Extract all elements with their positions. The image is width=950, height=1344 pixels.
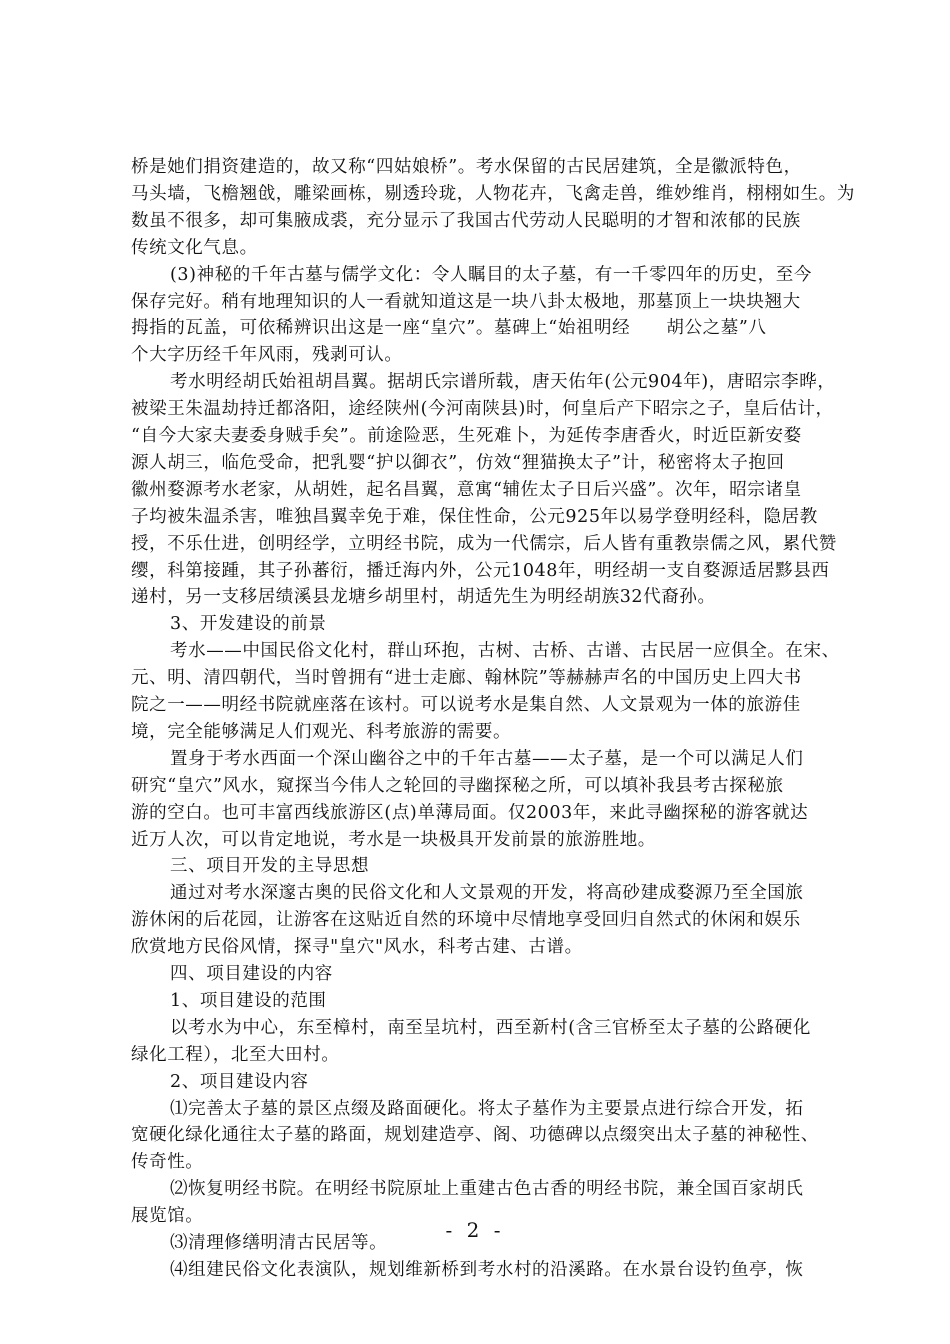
text-line: ⑴完善太子墓的景区点缀及路面硬化。将太子墓作为主要景点进行综合开发，拓 — [170, 1098, 804, 1119]
text-line: ⑶清理修缮明清古民居等。 — [170, 1233, 388, 1253]
text-line: 传统文化气息。 — [131, 237, 258, 258]
text-line: 递村，另一支移居绩溪县龙塘乡胡里村，胡适先生为明经胡族32代裔孙。 — [131, 587, 716, 608]
text-line: 游的空白。也可丰富西线旅游区(点)单薄局面。仅2003年，来此寻幽探秘的游客就达 — [131, 802, 809, 823]
text-line: “自今大家夫妻委身贼手矣”。前途险恶，生死难卜，为延传李唐香火，时近臣新安婺 — [131, 426, 802, 446]
text-line: 绿化工程），北至大田村。 — [131, 1044, 340, 1065]
text-line: 源人胡三，临危受命，把乳婴“护以御衣”，仿效“狸猫换太子”计，秘密将太子抱回 — [131, 452, 785, 473]
text-line: 2、项目建设内容 — [170, 1071, 309, 1092]
text-line: 缨，科第接踵，其子孙蕃衍，播迁海内外，公元1048年，明经胡一支自婺源适居黟县西 — [131, 560, 830, 581]
text-line: 桥是她们捐资建造的，故又称“四姑娘桥”。考水保留的古民居建筑，全是徽派特色， — [131, 157, 802, 177]
page-number: - 2 - — [445, 1218, 505, 1242]
text-line: 通过对考水深邃古奥的民俗文化和人文景观的开发，将高砂建成婺源乃至全国旅 — [170, 883, 804, 904]
text-line: 3、开发建设的前景 — [170, 614, 327, 635]
text-line: 数虽不很多，却可集腋成裘，充分显示了我国古代劳动人民聪明的才智和浓郁的民族 — [131, 210, 801, 231]
text-line: 展览馆。 — [131, 1206, 204, 1227]
text-line: 个大字历经千年风雨，残剥可认。 — [131, 345, 403, 366]
text-line: 以考水为中心，东至樟村，南至呈坑村，西至新村(含三官桥至太子墓的公路硬化 — [170, 1017, 811, 1038]
text-line: 三、项目开发的主导思想 — [170, 856, 370, 877]
text-line: 境，完全能够满足人们观光、科考旅游的需要。 — [131, 721, 512, 742]
text-line: 近万人次，可以肯定地说，考水是一块极具开发前景的旅游胜地。 — [131, 829, 656, 850]
text-line: 研究“皇穴”风水，窥探当今伟人之轮回的寻幽探秘之所，可以填补我县考古探秘旅 — [131, 775, 784, 796]
text-line: 马头墙，飞檐翘戗，雕梁画栋，剔透玲珑，人物花卉，飞禽走兽，维妙维肖，栩栩如生。为 — [131, 183, 855, 204]
text-line: 元、明、清四朝代，当时曾拥有“进士走廊、翰林院”等赫赫声名的中国历史上四大书 — [131, 668, 802, 689]
text-line: 1、项目建设的范围 — [170, 990, 327, 1011]
text-line: 置身于考水西面一个深山幽谷之中的千年古墓——太子墓，是一个可以满足人们 — [170, 748, 804, 769]
text-line: 宽硬化绿化通往太子墓的路面，规划建造亭、阁、功德碑以点缀突出太子墓的神秘性、 — [131, 1125, 819, 1146]
text-line: 授，不乐仕进，创明经学，立明经书院，成为一代儒宗，后人皆有重教崇儒之风，累代赞 — [131, 533, 837, 554]
text-line: ⑵恢复明经书院。在明经书院原址上重建古色古香的明经书院，兼全国百家胡氏 — [170, 1179, 804, 1200]
text-line: 欣赏地方民俗风情，探寻"皇穴"风水，科考古建、古谱。 — [131, 937, 583, 958]
text-line: ⑷组建民俗文化表演队，规划维新桥到考水村的沿溪路。在水景台设钓鱼亭，恢 — [170, 1259, 804, 1280]
text-line: 拇指的瓦盖，可依稀辨识出这是一座“皇穴”。墓碑上“始祖明经 胡公之墓”八 — [131, 318, 767, 339]
text-line: 四、项目建设的内容 — [170, 964, 333, 984]
text-line: 考水——中国民俗文化村，群山环抱，古树、古桥、古谱、古民居一应俱全。在宋、 — [170, 641, 840, 662]
text-line: 子均被朱温杀害，唯独昌翼幸免于难，保住性命，公元925年以易学登明经科，隐居教 — [131, 506, 818, 527]
text-line: (3)神秘的千年古墓与儒学文化：令人瞩目的太子墓，有一千零四年的历史，至今 — [170, 264, 812, 285]
text-line: 被梁王朱温劫持迁都洛阳，途经陕州(今河南陕县)时，何皇后产下昭宗之子，皇后估计， — [131, 399, 834, 420]
text-line: 考水明经胡氏始祖胡昌翼。据胡氏宗谱所载，唐天佑年(公元904年)，唐昭宗李晔， — [170, 372, 836, 393]
text-line: 保存完好。稍有地理知识的人一看就知道这是一块八卦太极地，那墓顶上一块块翘大 — [131, 291, 801, 312]
text-line: 徽州婺源考水老家，从胡姓，起名昌翼，意寓“辅佐太子日后兴盛”。次年，昭宗诸皇 — [131, 479, 802, 500]
text-line: 传奇性。 — [131, 1152, 204, 1173]
text-line: 游休闲的后花园，让游客在这贴近自然的环境中尽情地享受回归自然式的休闲和娱乐 — [131, 910, 801, 931]
text-line: 院之一——明经书院就座落在该村。可以说考水是集自然、人文景观为一体的旅游佳 — [131, 695, 801, 715]
